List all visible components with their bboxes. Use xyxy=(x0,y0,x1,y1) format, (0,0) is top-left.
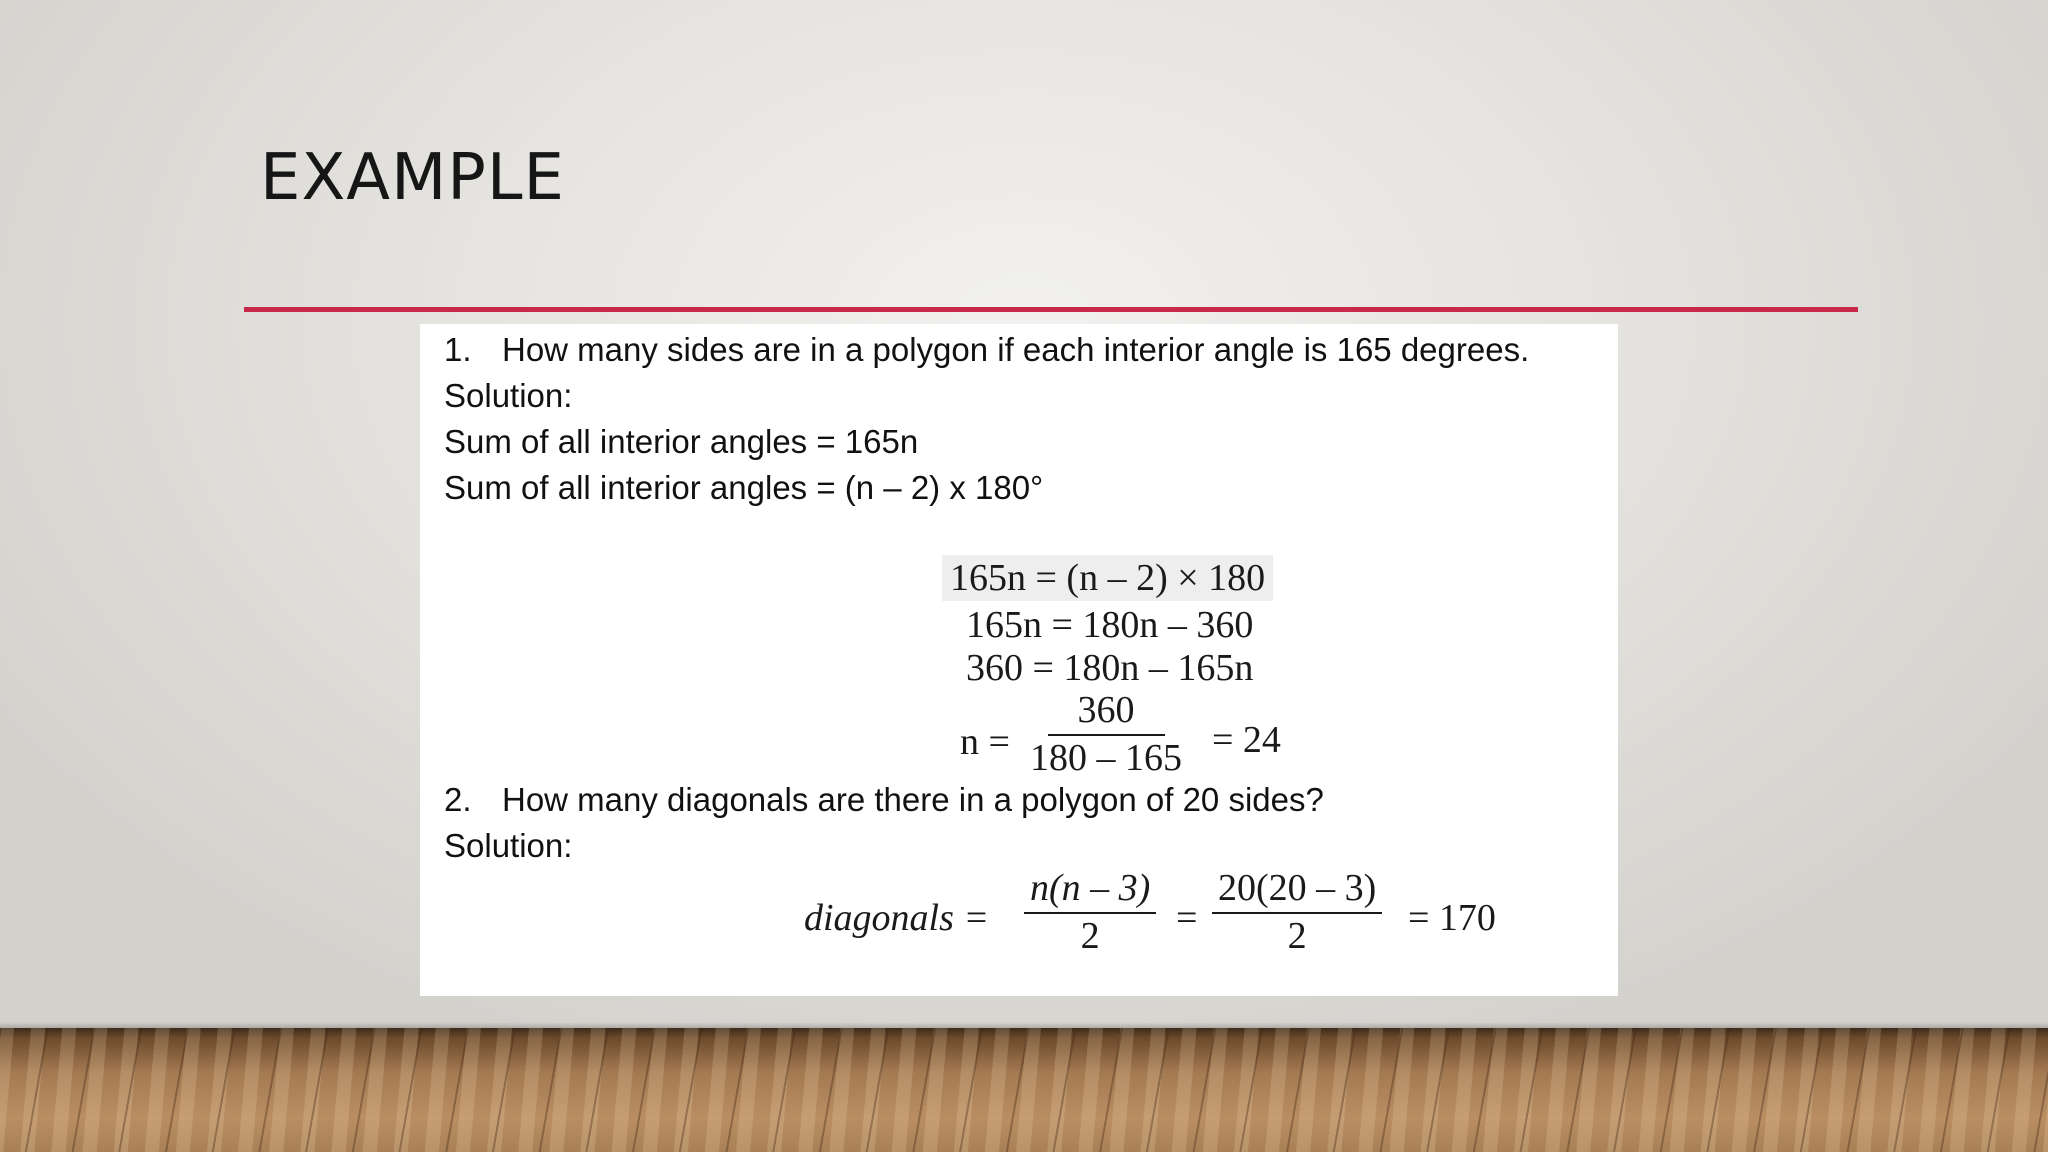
title-divider xyxy=(244,307,1858,312)
slide-title: EXAMPLE xyxy=(260,141,565,215)
problem-1-equation-2: 165n = 180n – 360 xyxy=(966,604,1254,646)
problem-2-question xyxy=(444,780,1324,820)
fraction-numerator: 360 xyxy=(1048,688,1165,736)
fraction-2-denominator: 2 xyxy=(1287,915,1307,957)
problem-2-text: How many diagonals are there in a polygon of 20 sides? xyxy=(502,781,1324,818)
example-content-card xyxy=(420,324,1618,996)
problem-2-lhs xyxy=(804,896,989,940)
problem-1-text: How many sides are in a polygon if each interior angle is 165 degrees. xyxy=(502,331,1530,368)
problem-1-solution-label: Solution: xyxy=(444,377,573,414)
problem-2-number: 2. xyxy=(444,781,472,818)
fraction-1-denominator: 2 xyxy=(1080,915,1100,957)
fraction-denominator: 180 – 165 xyxy=(1030,737,1182,779)
fraction-2-numerator: 20(20 – 3) xyxy=(1212,866,1382,914)
problem-1-number: 1. xyxy=(444,331,472,368)
diagonals-label: diagonals = xyxy=(804,897,990,939)
problem-1-sum-line-1: Sum of all interior angles = 165n xyxy=(444,423,919,460)
problem-1-sum-line-2: Sum of all interior angles = (n – 2) x 180° xyxy=(444,469,1044,506)
problem-2-fraction-2 xyxy=(1212,866,1382,958)
problem-1-fraction xyxy=(1030,688,1182,780)
problem-2-fraction-1 xyxy=(1024,866,1156,958)
problem-1-result: = 24 xyxy=(1212,719,1281,761)
problem-2-solution-label: Solution: xyxy=(444,827,573,864)
wooden-floor-image xyxy=(0,1028,2048,1152)
fraction-1-numerator: n(n – 3) xyxy=(1024,866,1156,914)
problem-2-result: = 170 xyxy=(1408,897,1496,939)
problem-1-equation-1 xyxy=(942,556,1273,600)
problem-2-equals: = xyxy=(1176,897,1198,939)
problem-1-question xyxy=(444,330,1529,370)
problem-1-equation-4-lhs: n = xyxy=(960,721,1010,763)
problem-1-equation-3: 360 = 180n – 165n xyxy=(966,647,1254,689)
highlighted-equation: 165n = (n – 2) × 180 xyxy=(942,555,1273,601)
